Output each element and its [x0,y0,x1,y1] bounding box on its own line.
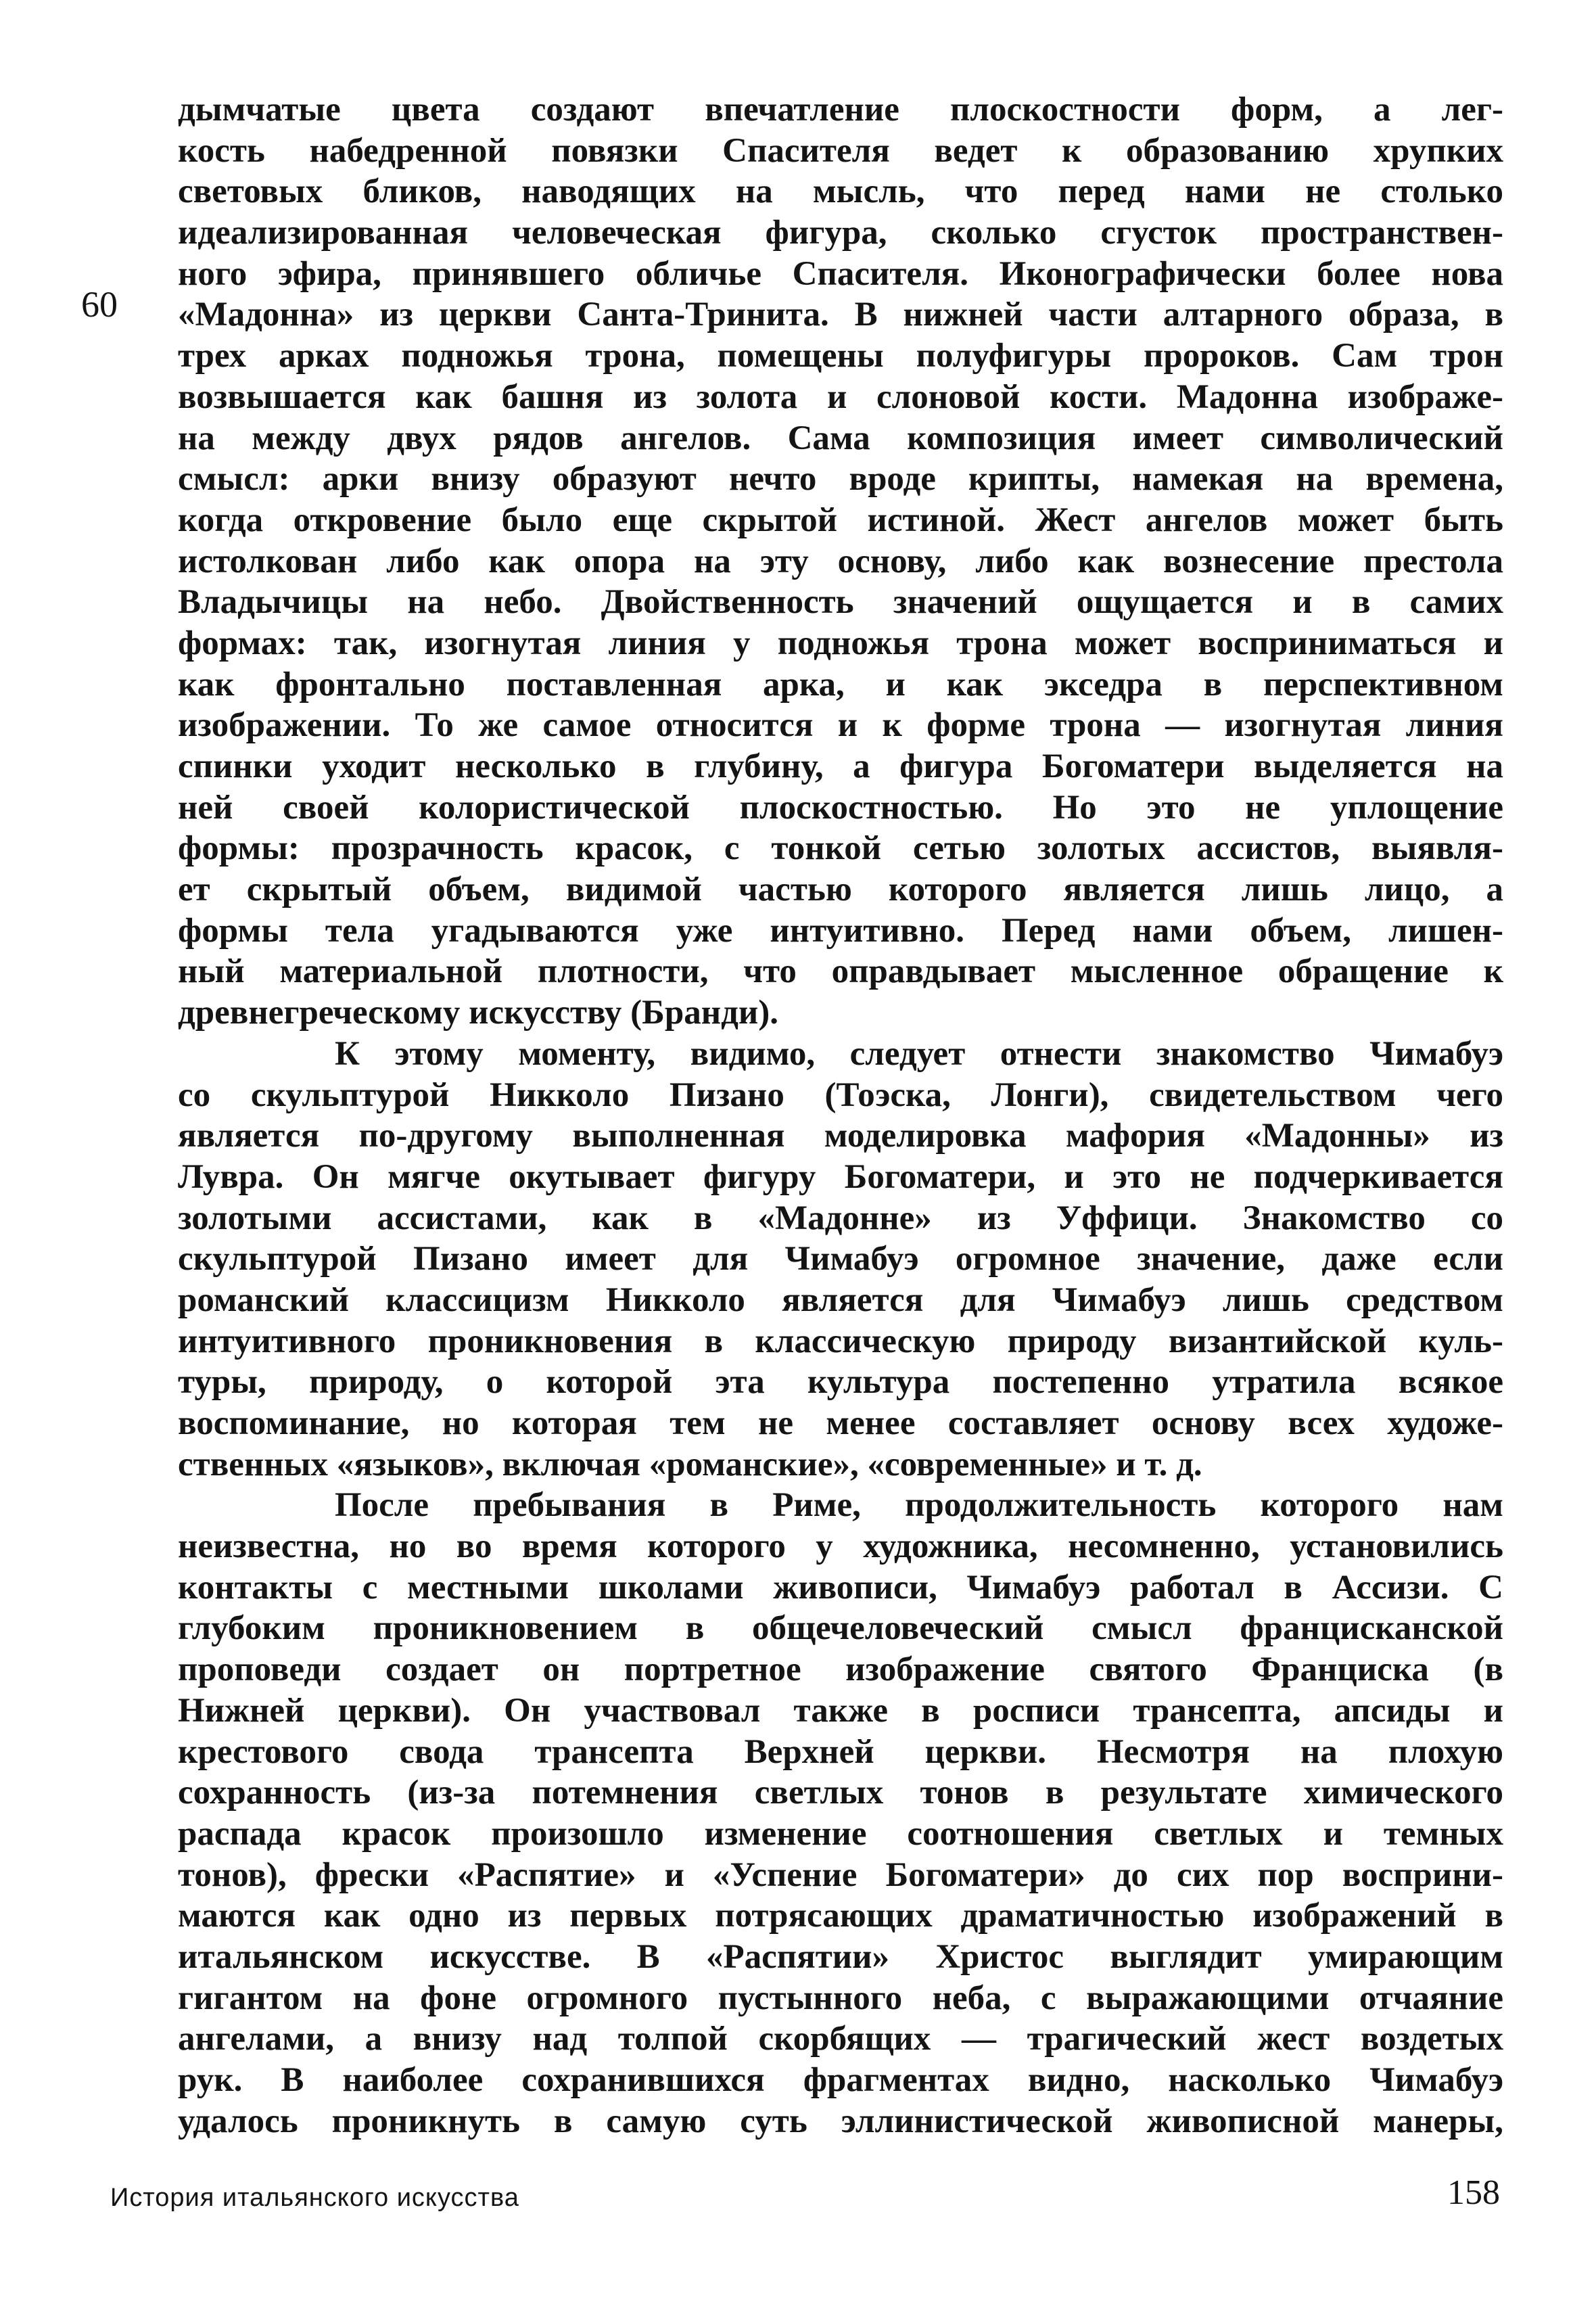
text-line: сохранность (из-за потемнения светлых тонов в результате химического [178,1774,1503,1812]
text-line: древнегреческому искусству (Бранди). [178,994,778,1032]
text-line: рук. В наиболее сохранившихся фрагментах видно, насколько Чимабуэ [178,2061,1503,2099]
text-line: После пребывания в Риме, продолжительность которого нам [335,1486,1503,1525]
text-line: является по-другому выполненная моделировка мафория «Мадонны» из [178,1117,1503,1155]
text-line: когда откровение было еще скрытой истиной. Жест ангелов может быть [178,501,1503,539]
text-line: световых бликов, наводящих на мысль, что перед нами не столько [178,172,1503,211]
page-number: 158 [1447,2173,1500,2212]
text-line: ного эфира, принявшего обличье Спасителя. Иконографически более нова [178,254,1503,293]
text-line: гигантом на фоне огромного пустынного неба, с выражающими отчаяние [178,1979,1503,2017]
text-line: как фронтально поставленная арка, и как экседра в перспективном [178,665,1503,703]
text-line: романский классицизм Никколо является для Чимабуэ лишь средством [178,1280,1503,1319]
text-line: истолкован либо как опора на эту основу, либо как вознесение престола [178,542,1503,580]
text-line: контакты с местными школами живописи, Чимабуэ работал в Ассизи. С [178,1568,1503,1607]
text-line: ственных «языков», включая «романские», «современные» и т. д. [178,1445,1202,1483]
text-line: идеализированная человеческая фигура, сколько сгусток пространствен- [178,214,1503,252]
text-line: Лувра. Он мягче окутывает фигуру Богоматери, и это не подчеркивается [178,1157,1503,1196]
text-line: ный материальной плотности, что оправдывает мысленное обращение к [178,952,1503,991]
text-line: ангелами, а внизу над толпой скорбящих — трагический жест воздетых [178,2020,1503,2058]
text-line: удалось проникнуть в самую суть эллинистической живописной манеры, [178,2102,1503,2140]
text-line: дымчатые цвета создают впечатление плоскостности форм, а лег- [178,91,1503,129]
text-line: Нижней церкви). Он участвовал также в росписи трансепта, апсиды и [178,1691,1503,1730]
text-line: формы: прозрачность красок, с тонкой сетью золотых ассистов, выявля- [178,829,1503,868]
text-line: «Мадонна» из церкви Санта-Тринита. В нижней части алтарного образа, в [178,296,1503,334]
text-line: спинки уходит несколько в глубину, а фигура Богоматери выделяется на [178,747,1503,785]
text-line: скульптурой Пизано имеет для Чимабуэ огромное значение, даже если [178,1240,1503,1278]
text-line: воспоминание, но которая тем не менее составляет основу всех художе- [178,1404,1503,1442]
text-line: тонов), фрески «Распятие» и «Успение Богоматери» до сих пор восприни- [178,1855,1503,1894]
text-line: возвышается как башня из золота и слоновой кости. Мадонна изображе- [178,377,1503,416]
text-line: ней своей колористической плоскостностью. Но это не уплощение [178,788,1503,827]
text-line: трех арках подножья трона, помещены полуфигуры пророков. Сам трон [178,337,1503,375]
text-line: крестового свода трансепта Верхней церкви. Несмотря на плохую [178,1732,1503,1771]
text-line: со скульптурой Никколо Пизано (Тоэска, Лонги), свидетельством чего [178,1076,1503,1114]
text-line: формах: так, изогнутая линия у подножья трона может восприниматься и [178,624,1503,662]
text-line: К этому моменту, видимо, следует отнести знакомство Чимабуэ [335,1034,1503,1073]
text-line: смысл: арки внизу образуют нечто вроде крипты, намекая на времена, [178,460,1503,499]
text-line: туры, природу, о которой эта культура постепенно утратила всякое [178,1363,1503,1402]
text-line: неизвестна, но во время которого у художника, несомненно, установились [178,1527,1503,1566]
text-line: интуитивного проникновения в классическую природу византийской куль- [178,1322,1503,1360]
text-line: распада красок произошло изменение соотношения светлых и темных [178,1814,1503,1853]
text-line: глубоким проникновением в общечеловеческий смысл францисканской [178,1609,1503,1648]
text-line: итальянском искусстве. В «Распятии» Христос выглядит умирающим [178,1937,1503,1976]
text-line: золотыми ассистами, как в «Мадонне» из Уффици. Знакомство со [178,1199,1503,1237]
text-line: на между двух рядов ангелов. Сама композиция имеет символический [178,419,1503,457]
text-line: формы тела угадываются уже интуитивно. Перед нами объем, лишен- [178,911,1503,950]
text-line: проповеди создает он портретное изображение святого Франциска (в [178,1651,1503,1689]
margin-line-number: 60 [81,284,118,325]
text-line: изображении. То же самое относится и к форме трона — изогнутая линия [178,706,1503,745]
text-line: Владычицы на небо. Двойственность значений ощущается и в самих [178,583,1503,622]
text-line: маются как одно из первых потрясающих драматичностью изображений в [178,1897,1503,1935]
body-text [178,89,1503,2142]
text-line: ет скрытый объем, видимой частью которого является лишь лицо, а [178,871,1503,909]
running-footer-title: История итальянского искусства [110,2184,519,2212]
text-line: кость набедренной повязки Спасителя ведет к образованию хрупких [178,131,1503,170]
